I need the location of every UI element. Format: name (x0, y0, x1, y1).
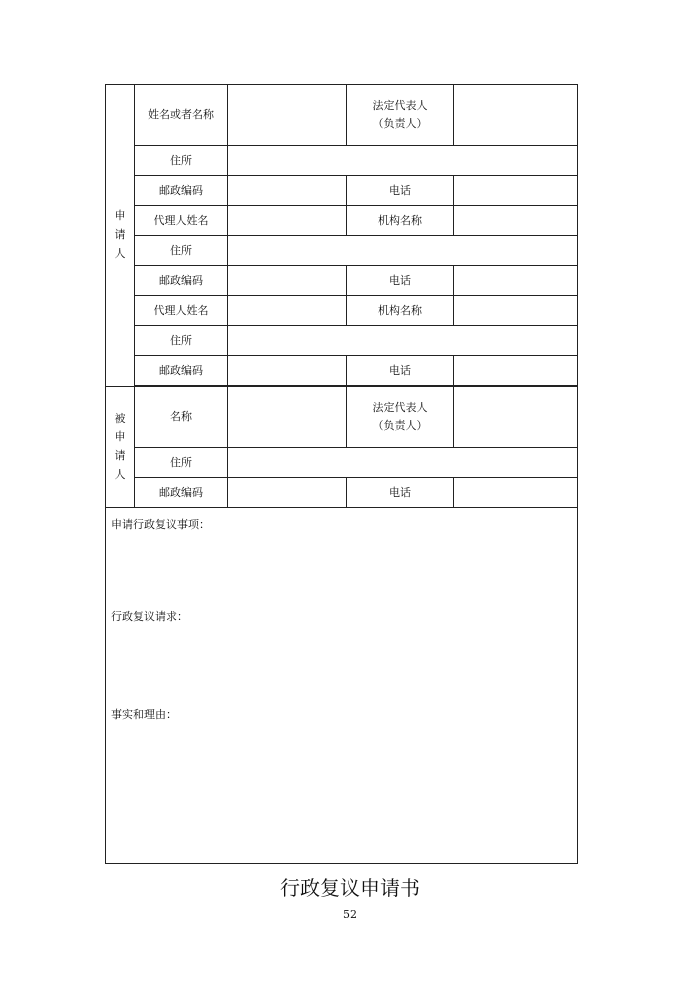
agent1-name-label: 代理人姓名 (135, 206, 228, 236)
respondent-address-label: 住所 (135, 448, 228, 478)
details-section[interactable] (106, 508, 578, 864)
respondent-phone-field[interactable] (454, 478, 578, 508)
agent2-org-label: 机构名称 (347, 296, 454, 326)
agent1-phone-label: 电话 (347, 266, 454, 296)
agent2-org-field[interactable] (454, 296, 578, 326)
agent1-org-field[interactable] (454, 206, 578, 236)
agent2-address-label: 住所 (135, 326, 228, 356)
agent1-name-field[interactable] (228, 206, 347, 236)
document-title: 行政复议申请书 (280, 876, 420, 900)
agent1-postcode-label: 邮政编码 (135, 266, 228, 296)
requests-label: 行政复议请求： (111, 610, 188, 623)
agent2-phone-label: 电话 (347, 356, 454, 386)
applicant-postcode-field[interactable] (228, 176, 347, 206)
application-form-table (105, 84, 578, 864)
respondent-postcode-label: 邮政编码 (135, 478, 228, 508)
respondent-postcode-field[interactable] (228, 478, 347, 508)
matters-label: 申请行政复议事项： (111, 518, 210, 531)
applicant-postcode-label: 邮政编码 (135, 176, 228, 206)
applicant-address-field[interactable] (228, 146, 578, 176)
agent2-phone-field[interactable] (454, 356, 578, 386)
applicant-group-label: 申 请 人 (106, 85, 135, 387)
agent2-address-field[interactable] (228, 326, 578, 356)
respondent-group-label: 被 申 请 人 (106, 387, 135, 508)
respondent-name-label: 名称 (135, 387, 228, 448)
agent1-address-field[interactable] (228, 236, 578, 266)
agent1-org-label: 机构名称 (347, 206, 454, 236)
page-number: 52 (343, 908, 357, 921)
agent1-address-label: 住所 (135, 236, 228, 266)
respondent-name-field[interactable] (228, 387, 347, 448)
applicant-phone-label: 电话 (347, 176, 454, 206)
agent2-postcode-label: 邮政编码 (135, 356, 228, 386)
agent2-postcode-field[interactable] (228, 356, 347, 386)
applicant-legal-rep-label: 法定代表人 （负责人） (347, 85, 454, 146)
agent2-name-field[interactable] (228, 296, 347, 326)
agent1-postcode-field[interactable] (228, 266, 347, 296)
applicant-phone-field[interactable] (454, 176, 578, 206)
respondent-address-field[interactable] (228, 448, 578, 478)
applicant-name-field[interactable] (228, 85, 347, 146)
respondent-legal-rep-label: 法定代表人 （负责人） (347, 387, 454, 448)
facts-label: 事实和理由： (111, 708, 177, 721)
respondent-phone-label: 电话 (347, 478, 454, 508)
agent1-phone-field[interactable] (454, 266, 578, 296)
respondent-legal-rep-field[interactable] (454, 387, 578, 448)
applicant-legal-rep-field[interactable] (454, 85, 578, 146)
applicant-address-label: 住所 (135, 146, 228, 176)
agent2-name-label: 代理人姓名 (135, 296, 228, 326)
applicant-name-label: 姓名或者名称 (135, 85, 228, 146)
